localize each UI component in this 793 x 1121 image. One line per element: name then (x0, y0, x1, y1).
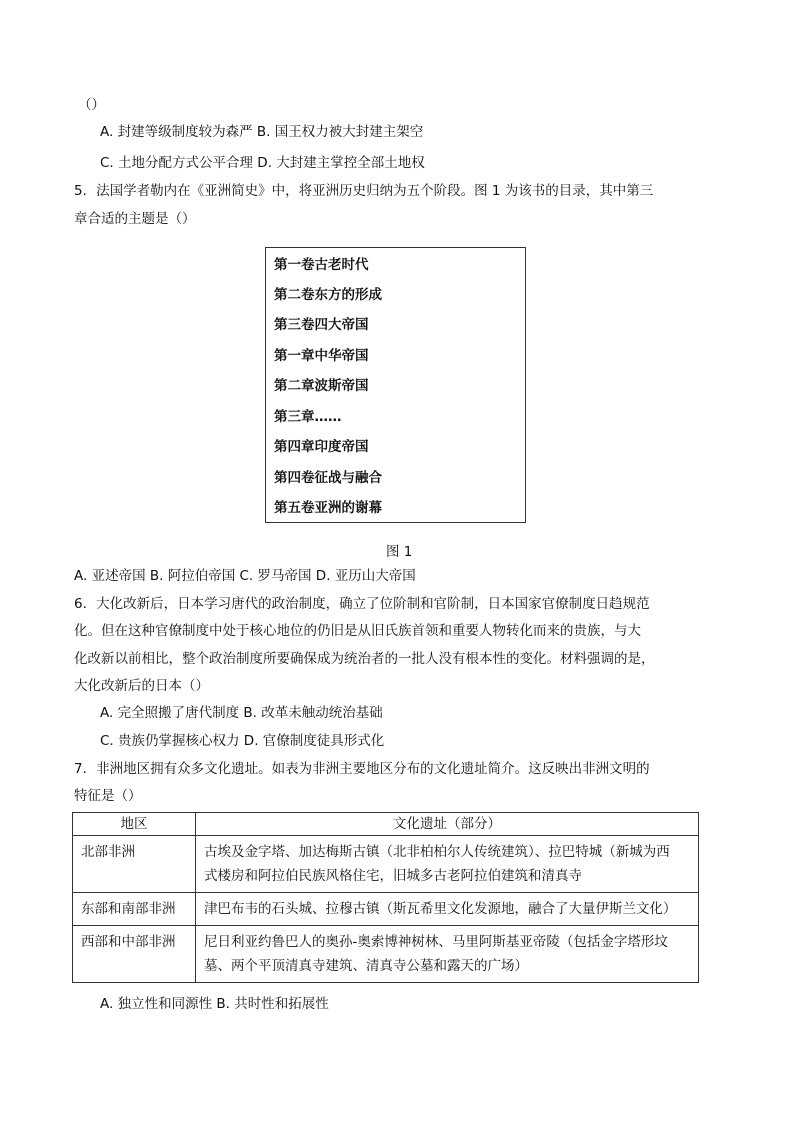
table-cell-line: 尼日利亚约鲁巴人的奥孙-奥索博神树林、马里阿斯基亚帝陵（包括金字塔形坟 (204, 934, 668, 950)
q5-options: A. 亚述帝国 B. 阿拉伯帝国 C. 罗马帝国 D. 亚历山大帝国 (74, 568, 416, 584)
figure-caption: 图 1 (386, 544, 413, 560)
q4-options-cd: C. 土地分配方式公平合理 D. 大封建主掌控全部土地权 (100, 155, 425, 171)
table-cell-sites (196, 893, 699, 926)
table-row (73, 836, 699, 893)
table-cell-sites (196, 836, 699, 893)
q5-stem-line-1: 5．法国学者勒内在《亚洲简史》中，将亚洲历史归纳为五个阶段。图 1 为该书的目录，其中第三 (74, 183, 654, 199)
q6-stem-line-2: 化。但在这种官僚制度中处于核心地位的仍旧是从旧氏族首领和重要人物转化而来的贵族，与大 (74, 623, 641, 639)
table-cell-region: 西部和中部非洲 (73, 926, 196, 983)
toc-item: 第五卷亚洲的谢幕 (274, 500, 382, 516)
q6-stem-line-1: 6．大化改新后，日本学习唐代的政治制度，确立了位阶制和官阶制，日本国家官僚制度日趋规范 (74, 596, 650, 612)
toc-item: 第四卷征战与融合 (274, 470, 382, 486)
table-of-contents-figure (265, 247, 526, 523)
q7-options-ab: A. 独立性和同源性 B. 共时性和拓展性 (100, 996, 329, 1012)
table-cell-line: 古埃及金字塔、加达梅斯古镇（北非柏柏尔人传统建筑）、拉巴特城（新城为西 (204, 844, 670, 860)
table-row (73, 926, 699, 983)
toc-item: 第二卷东方的形成 (274, 287, 382, 303)
table-cell-line: 式楼房和阿拉伯民族风格住宅，旧城多古老阿拉伯建筑和清真寺 (204, 868, 582, 884)
toc-item: 第二章波斯帝国 (274, 378, 369, 394)
cultural-sites-table (72, 812, 699, 983)
toc-item: 第一章中华帝国 (274, 348, 369, 364)
q6-stem-line-3: 化改新以前相比，整个政治制度所要确保成为统治者的一批人没有根本性的变化。材料强调的是， (74, 651, 655, 667)
toc-item: 第四章印度帝国 (274, 439, 369, 455)
q6-options-cd: C. 贵族仍掌握核心权力 D. 官僚制度徒具形式化 (100, 733, 385, 749)
q7-stem-line-2: 特征是（） (74, 788, 142, 804)
toc-item: 第三卷四大帝国 (274, 317, 369, 333)
toc-item: 第三章…… (274, 409, 342, 425)
table-header-region: 地区 (73, 813, 196, 836)
table-cell-line: 墓、两个平顶清真寺建筑、清真寺公墓和露天的广场） (204, 958, 528, 974)
table-cell-sites (196, 926, 699, 983)
table-cell-region: 北部非洲 (73, 836, 196, 893)
q4-options-ab: A. 封建等级制度较为森严 B. 国王权力被大封建主架空 (100, 124, 424, 140)
q7-stem-line-1: 7．非洲地区拥有众多文化遗址。如表为非洲主要地区分布的文化遗址简介。这反映出非洲文明的 (74, 761, 650, 777)
table-cell-line: 津巴布韦的石头城、拉穆古镇（斯瓦希里文化发源地，融合了大量伊斯兰文化） (204, 901, 677, 917)
table-header-sites: 文化遗址（部分） (196, 813, 699, 836)
q4-stem-tail: （） (78, 97, 105, 113)
q6-options-ab: A. 完全照搬了唐代制度 B. 改革未触动统治基础 (100, 705, 383, 721)
table-cell-region: 东部和南部非洲 (73, 893, 196, 926)
toc-item: 第一卷古老时代 (274, 257, 369, 273)
q5-stem-line-2: 章合适的主题是（） (74, 211, 196, 227)
table-header-row (73, 813, 699, 836)
table-row (73, 893, 699, 926)
q6-stem-line-4: 大化改新后的日本（） (74, 678, 209, 694)
